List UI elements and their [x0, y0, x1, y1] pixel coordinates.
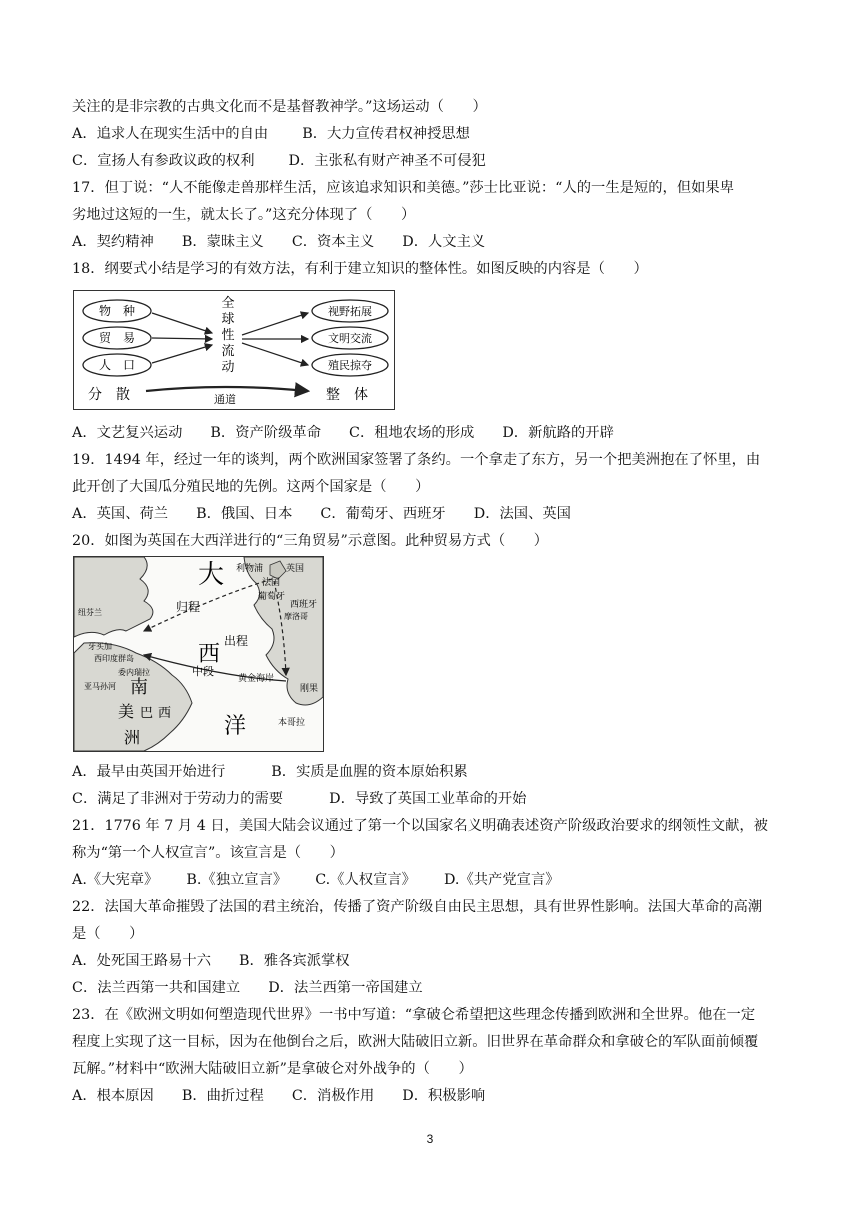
center-char-3: 性 — [221, 328, 235, 343]
q22-stem-line1: 22．法国大革命摧毁了法国的君主统治，传播了资产阶级自由民主思想，具有世界性影响。法国大革命的高潮 — [72, 899, 763, 915]
q21-stem-line1: 21．1776 年 7 月 4 日，美国大陆会议通过了第一个以国家名义明确表述资产阶级政治要求的纲领性文献，被 — [72, 818, 768, 834]
q20-stem: 20．如图为英国在大西洋进行的“三角贸易”示意图。此种贸易方式（ ） — [72, 533, 549, 549]
label-channel: 通道 — [214, 393, 236, 406]
q18-option-b[interactable]: B．资产阶级革命 — [210, 425, 321, 441]
center-char-4: 流 — [221, 344, 235, 359]
q20-option-a[interactable]: A．最早由英国开始进行 — [72, 764, 226, 780]
q22-option-b[interactable]: B．雅各宾派掌权 — [239, 953, 350, 969]
q22-option-c[interactable]: C．法兰西第一共和国建立 — [72, 980, 241, 996]
q21-option-a[interactable]: A.《大宪章》 — [72, 872, 159, 888]
label-portugal: 葡萄牙 — [258, 592, 286, 602]
q20-options-row1 — [72, 762, 468, 782]
label-liverpool: 利物浦 — [236, 564, 264, 574]
q19-option-b[interactable]: B．俄国、日本 — [196, 506, 293, 522]
q18-option-a[interactable]: A．文艺复兴运动 — [72, 425, 183, 441]
q17-option-b[interactable]: B．蒙昧主义 — [181, 234, 264, 250]
q16-option-a[interactable]: A．追求人在现实生活中的自由 — [72, 126, 269, 142]
q19-options — [72, 504, 571, 524]
big-char-mei: 美 — [118, 702, 135, 721]
label-amazon: 亚马孙河 — [84, 682, 116, 691]
label-angola: 本哥拉 — [278, 718, 306, 728]
q21-option-d[interactable]: D.《共产党宣言》 — [443, 872, 560, 888]
label-middle: 中段 — [192, 665, 214, 678]
label-trade: 贸 易 — [98, 331, 136, 345]
label-france: 法国 — [262, 578, 281, 588]
label-morocco: 摩洛哥 — [284, 612, 308, 621]
label-newfoundland: 纽芬兰 — [78, 608, 102, 617]
q22-option-a[interactable]: A．处死国王路易十六 — [72, 953, 211, 969]
q18-options — [72, 423, 614, 443]
label-spain: 西班牙 — [290, 600, 318, 610]
q23-option-a[interactable]: A．根本原因 — [72, 1088, 154, 1104]
label-scattered: 分 散 — [88, 387, 130, 403]
q21-options — [72, 870, 560, 890]
label-species: 物 种 — [98, 304, 136, 318]
q16-option-c[interactable]: C．宣扬人有参政议政的权利 — [72, 153, 255, 169]
q17-option-c[interactable]: C．资本主义 — [291, 234, 375, 250]
q20-option-d[interactable]: D．导致了英国工业革命的开始 — [329, 791, 527, 807]
big-char-ba: 巴 — [140, 706, 154, 721]
big-char-da: 大 — [198, 560, 225, 590]
q23-stem-line3: 瓦解。”材料中“欧洲大陆破旧立新”是拿破仑对外战争的（ ） — [72, 1061, 473, 1077]
q20-option-c[interactable]: C．满足了非洲对于劳动力的需要 — [72, 791, 284, 807]
q16-options-row1 — [72, 124, 470, 144]
label-outbound: 出程 — [224, 634, 249, 648]
arrow-horizon — [242, 313, 308, 335]
q23-option-b[interactable]: B．曲折过程 — [181, 1088, 264, 1104]
q21-stem-line2: 称为“第一个人权宣言”。该宣言是（ ） — [72, 845, 344, 861]
arrow-trade — [152, 338, 212, 339]
q20-trade-map — [73, 556, 324, 752]
q22-option-d[interactable]: D．法兰西第一帝国建立 — [268, 980, 423, 996]
q23-option-c[interactable]: C．消极作用 — [291, 1088, 375, 1104]
q19-stem-line1: 19．1494 年，经过一年的谈判，两个欧洲国家签署了条约。一个拿走了东方，另一个把美洲抱在了怀里，由 — [72, 452, 761, 468]
q22-options-row1 — [72, 951, 350, 971]
channel-arrow — [146, 387, 308, 391]
q19-option-d[interactable]: D．法国、英国 — [473, 506, 571, 522]
label-horizon: 视野拓展 — [328, 305, 372, 318]
q21-option-b[interactable]: B.《独立宣言》 — [186, 872, 288, 888]
center-char-5: 动 — [221, 360, 235, 375]
q18-diagram-svg — [74, 291, 394, 409]
q19-option-c[interactable]: C．葡萄牙、西班牙 — [320, 506, 446, 522]
q23-stem-line1: 23．在《欧洲文明如何塑造现代世界》一书中写道：“拿破仑希望把这些理念传播到欧洲和全世界。他在一定 — [72, 1007, 756, 1023]
label-plunder: 殖民掠夺 — [328, 359, 372, 372]
q23-option-d[interactable]: D．积极影响 — [402, 1088, 486, 1104]
label-goldcoast: 黄金海岸 — [238, 674, 275, 684]
q19-option-a[interactable]: A．英国、荷兰 — [72, 506, 169, 522]
q16-stem-tail: 关注的是非宗教的古典文化而不是基督教神学。”这场运动（ ） — [72, 99, 487, 115]
q17-stem-line1: 17．但丁说：“人不能像走兽那样生活，应该追求知识和美德。”莎士比亚说：“人的一生是短的，但如果卑 — [72, 180, 735, 196]
label-caribbean: 牙买加 — [88, 642, 112, 651]
arrow-species — [152, 313, 212, 333]
big-char-nan: 南 — [130, 677, 148, 698]
q21-option-c[interactable]: C.《人权宣言》 — [315, 872, 416, 888]
q20-option-b[interactable]: B．实质是血腥的资本原始积累 — [271, 764, 468, 780]
q16-option-d[interactable]: D．主张私有财产神圣不可侵犯 — [288, 153, 486, 169]
q19-stem-line2: 此开创了大国瓜分殖民地的先例。这两个国家是（ ） — [72, 479, 430, 495]
label-population: 人 口 — [98, 358, 136, 372]
q22-options-row2 — [72, 978, 423, 998]
q16-options-row2 — [72, 151, 486, 171]
center-char-1: 全 — [221, 296, 235, 311]
q23-options — [72, 1086, 485, 1106]
arrow-population — [152, 345, 212, 363]
center-char-2: 球 — [221, 312, 235, 327]
q17-option-d[interactable]: D．人文主义 — [402, 234, 486, 250]
q20-options-row2 — [72, 789, 526, 809]
q23-stem-line2: 程度上实现了这一目标，因为在他倒台之后，欧洲大陆破旧立新。旧世界在革命群众和拿破仑的军队面前倾覆 — [72, 1034, 759, 1050]
label-congo: 刚果 — [300, 684, 319, 694]
big-char-yang: 洋 — [224, 714, 247, 739]
big-char-xi: 西 — [198, 642, 221, 667]
label-return: 归程 — [176, 600, 201, 614]
q18-option-d[interactable]: D．新航路的开辟 — [502, 425, 614, 441]
q18-stem: 18．纲要式小结是学习的有效方法，有利于建立知识的整体性。如图反映的内容是（ ） — [72, 261, 648, 277]
label-westindies: 西印度群岛 — [94, 654, 134, 663]
label-england: 英国 — [286, 564, 305, 574]
q17-option-a[interactable]: A．契约精神 — [72, 234, 154, 250]
q17-options — [72, 232, 485, 252]
q18-option-c[interactable]: C．租地农场的形成 — [349, 425, 475, 441]
label-whole: 整 体 — [326, 387, 368, 403]
page-number: 3 — [426, 1132, 434, 1146]
label-exchange: 文明交流 — [328, 332, 372, 345]
q20-map-svg — [74, 557, 323, 751]
q16-option-b[interactable]: B．大力宣传君权神授思想 — [302, 126, 470, 142]
arrow-plunder — [242, 343, 308, 365]
q22-stem-line2: 是（ ） — [72, 926, 144, 942]
big-char-xi2: 西 — [158, 706, 172, 721]
label-venezuela: 委内瑞拉 — [118, 668, 150, 677]
q17-stem-line2: 劣地过这短的一生，就太长了。”这充分体现了（ ） — [72, 207, 416, 223]
big-char-zhou: 洲 — [124, 728, 141, 747]
q18-diagram — [73, 290, 395, 410]
